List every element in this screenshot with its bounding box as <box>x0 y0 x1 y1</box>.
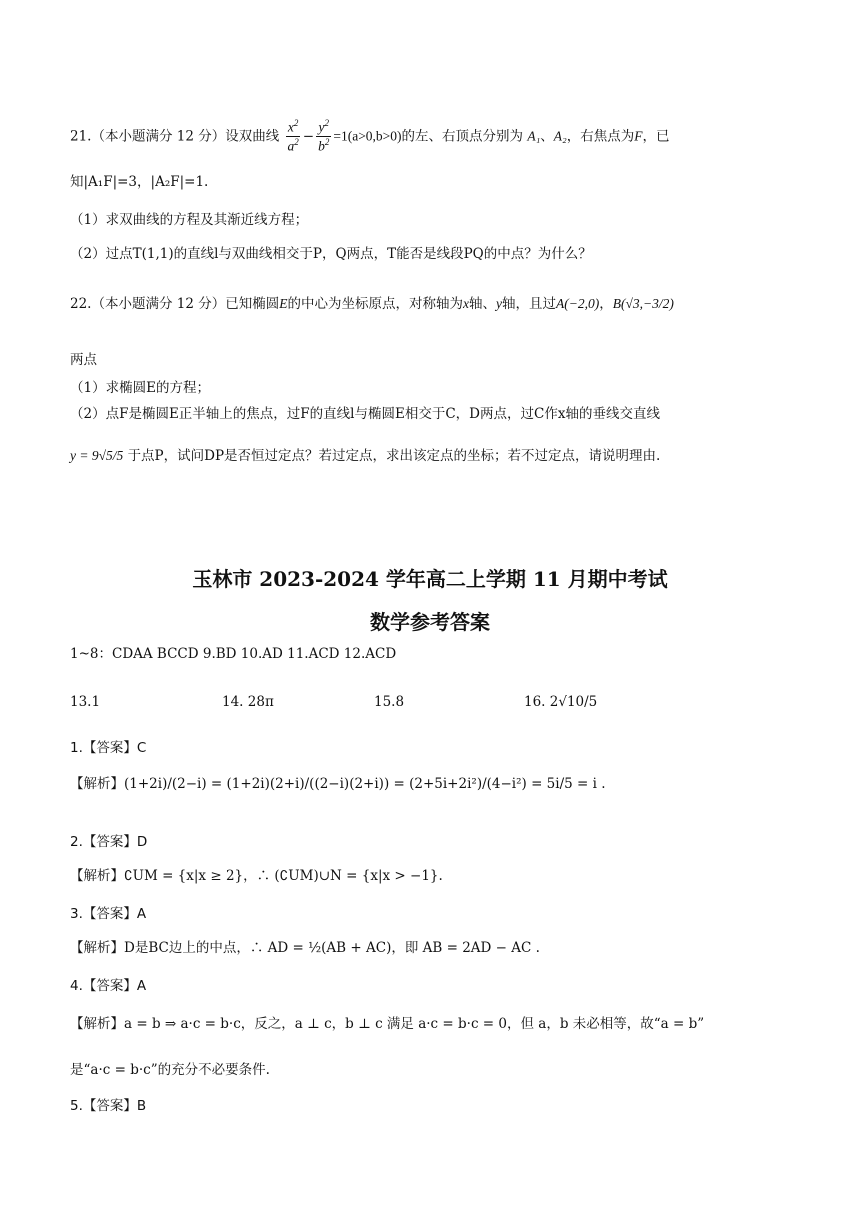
sol3-body: 【解析】D是BC边上的中点，∴ AD = ½(AB + AC)，即 AB = 2AD − AC . <box>70 940 540 956</box>
q22-line2: 两点 <box>70 352 97 368</box>
f-label: F <box>634 128 643 144</box>
q22-part2: （2）点F是椭圆E正半轴上的焦点，过F的直线l与椭圆E相交于C，D两点，过C作x轴的垂线交直线 <box>70 406 660 422</box>
q21-line1: 21.（本小题满分 12 分）设双曲线 $\frac{x^2}{a^2}$ − $\frac{y^2}{b^2}$ =1(a>0,b>0)的左、右顶点分别为 A₁、A₂，右焦点为F，已 <box>70 118 670 154</box>
answer-16: 16. 2√10/5 <box>524 694 598 710</box>
q21-mid: 的左、右顶点分别为 <box>401 128 524 145</box>
a1-label: A₁ <box>527 128 541 144</box>
sol4-body: 【解析】a = b ⇒ a·c = b·c，反之，a ⊥ c，b ⊥ c 满足 a·c = b·c = 0，但 a，b 未必相等，故“a = b” <box>70 1016 705 1032</box>
sol2-head: 2.【答案】D <box>70 834 148 850</box>
q21-end: ，已 <box>642 128 670 145</box>
sol4-head: 4.【答案】A <box>70 978 147 994</box>
answer-13: 13.1 <box>70 694 101 710</box>
q21-cond: =1(a>0,b>0) <box>333 128 402 144</box>
x-label: x <box>462 296 469 311</box>
sol1-body: 【解析】(1+2i)/(2−i) = (1+2i)(2+i)/((2−i)(2+i)) = (2+5i+2i²)/(4−i²) = 5i/5 = i . <box>70 776 606 792</box>
e-label: E <box>279 296 288 311</box>
q22-part1: （1）求椭圆E的方程； <box>70 380 210 396</box>
point-a: A(−2,0) <box>555 296 600 311</box>
y2-over-b2: $\frac{y^2}{b^2}$ <box>318 118 330 154</box>
x2-over-a2: $\frac{x^2}{a^2}$ <box>287 118 299 154</box>
xaxis-text: 轴、 <box>468 296 496 312</box>
q22-part2b <box>70 448 660 464</box>
sol1-head: 1.【答案】C <box>70 740 147 756</box>
answer-14: 14. 28π <box>222 694 274 710</box>
q21-mid2: ，右焦点为 <box>566 128 635 145</box>
q22-line1 <box>70 296 674 312</box>
q22-mid: 的中心为坐标原点，对称轴为 <box>287 296 463 312</box>
q21-prefix: 21.（本小题满分 12 分）设双曲线 <box>70 128 280 145</box>
point-b: B(√3,−3/2) <box>612 296 674 311</box>
y-label: y <box>495 296 502 311</box>
comma: ， <box>599 296 613 312</box>
q22-prefix: 22.（本小题满分 12 分）已知椭圆 <box>70 296 280 312</box>
sol3-head: 3.【答案】A <box>70 906 147 922</box>
sol2-body: 【解析】∁UM = {x|x ≥ 2}，∴ (∁UM)∪N = {x|x > −1}. <box>70 868 443 884</box>
answer-15: 15.8 <box>374 694 405 710</box>
q22-part2b-text: 于点P，试问DP是否恒过定点？若过定点，求出该定点的坐标；若不过定点，请说明理由. <box>127 448 661 464</box>
q21-part1: （1）求双曲线的方程及其渐近线方程； <box>70 212 309 228</box>
q21-line2: 知|A₁F|=3，|A₂F|=1. <box>70 174 209 190</box>
title-sub: 数学参考答案 <box>370 610 490 634</box>
sol5-head: 5.【答案】B <box>70 1098 147 1114</box>
line-eq: y = 9√5/5 <box>70 448 124 463</box>
sol4-body2: 是“a·c = b·c”的充分不必要条件. <box>70 1062 270 1078</box>
a2-label: A₂ <box>553 128 567 144</box>
yaxis-text: 轴，且过 <box>501 296 556 312</box>
answer-row1: 1~8：CDAA BCCD 9.BD 10.AD 11.ACD 12.ACD <box>70 646 397 662</box>
title-main: 玉林市 2023-2024 学年高二上学期 11 月期中考试 <box>192 567 668 591</box>
sep: 、 <box>540 128 554 145</box>
q21-part2: （2）过点T(1,1)的直线l与双曲线相交于P，Q两点，T能否是线段PQ的中点？为什么？ <box>70 246 592 262</box>
